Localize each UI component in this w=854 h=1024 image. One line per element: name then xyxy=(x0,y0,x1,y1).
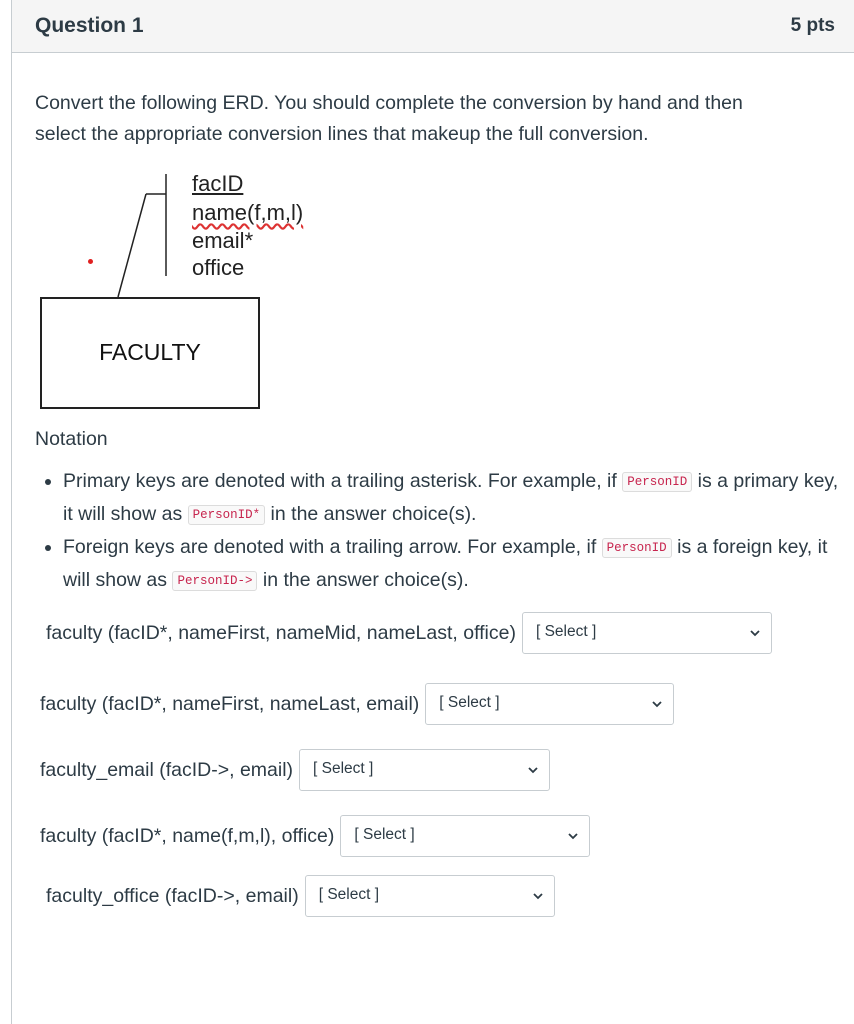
erd-attribute-email: email* xyxy=(192,228,254,253)
prompt-line-2: select the appropriate conversion lines that makeup the full conversion. xyxy=(35,123,649,145)
answer-select[interactable] xyxy=(340,815,590,857)
answer-label: faculty (facID*, name(f,m,l), office) xyxy=(40,824,335,847)
fk-text-1: Foreign keys are denoted with a trailing arrow. For example, if xyxy=(63,536,602,558)
red-dot-mark xyxy=(88,259,93,264)
prompt-line-1: Convert the following ERD. You should complete the conversion by hand and then xyxy=(35,92,743,114)
erd-entity-name: FACULTY xyxy=(99,339,201,365)
notation-heading: Notation xyxy=(35,428,108,450)
pk-text-1: Primary keys are denoted with a trailing asterisk. For example, if xyxy=(63,470,623,492)
fk-code-example: PersonID xyxy=(602,538,672,558)
fk-code-result: PersonID-> xyxy=(172,571,257,591)
select-value: [ Select ] xyxy=(313,760,374,777)
erd-attribute-name xyxy=(192,200,303,226)
select-value: [ Select ] xyxy=(439,694,500,711)
pk-code-result: PersonID* xyxy=(188,505,266,525)
chevron-down-icon xyxy=(527,764,539,776)
answer-row-4 xyxy=(40,815,590,857)
pk-text-2: is a primary key, it will show as xyxy=(63,470,839,525)
erd-attribute-name-text: name(f,m,l) xyxy=(192,200,304,225)
question-prompt xyxy=(35,88,825,150)
erd-attribute-facid: facID xyxy=(192,171,244,196)
notation-foreign-key xyxy=(63,531,853,597)
question-points: 5 pts xyxy=(790,15,835,36)
notation-primary-key xyxy=(63,465,853,531)
erd-diagram xyxy=(0,160,360,420)
select-value: [ Select ] xyxy=(354,826,415,843)
pk-code-example: PersonID xyxy=(622,472,692,492)
fk-text-2: is a foreign key, it will show as xyxy=(63,536,828,591)
chevron-down-icon xyxy=(532,890,544,902)
answer-label: faculty_office (facID->, email) xyxy=(46,884,299,907)
question-header xyxy=(12,0,854,53)
pk-text-3: in the answer choice(s). xyxy=(265,503,477,525)
fk-text-3: in the answer choice(s). xyxy=(257,569,469,591)
select-value: [ Select ] xyxy=(535,623,597,640)
answer-label: faculty (facID*, nameFirst, nameMid, nameLast, office) xyxy=(46,621,516,644)
answer-label: faculty_email (facID->, email) xyxy=(40,758,294,781)
select-value: [ Select ] xyxy=(318,886,380,903)
answer-row-3 xyxy=(40,749,550,791)
answer-label: faculty (facID*, nameFirst, nameLast, email) xyxy=(40,692,420,715)
erd-entity-faculty xyxy=(40,297,260,409)
chevron-down-icon xyxy=(651,698,663,710)
answer-select[interactable] xyxy=(522,612,772,654)
answer-row-2 xyxy=(40,683,674,725)
answer-select[interactable] xyxy=(305,875,555,917)
question-title: Question 1 xyxy=(35,14,144,37)
answer-select[interactable] xyxy=(299,749,550,791)
answer-row-1 xyxy=(46,612,772,654)
left-border xyxy=(11,0,12,1024)
answer-select[interactable] xyxy=(425,683,674,725)
erd-attribute-office: office xyxy=(192,255,245,280)
notation-list xyxy=(40,465,853,597)
chevron-down-icon xyxy=(749,627,761,639)
chevron-down-icon xyxy=(567,830,579,842)
answer-row-5 xyxy=(46,875,555,917)
